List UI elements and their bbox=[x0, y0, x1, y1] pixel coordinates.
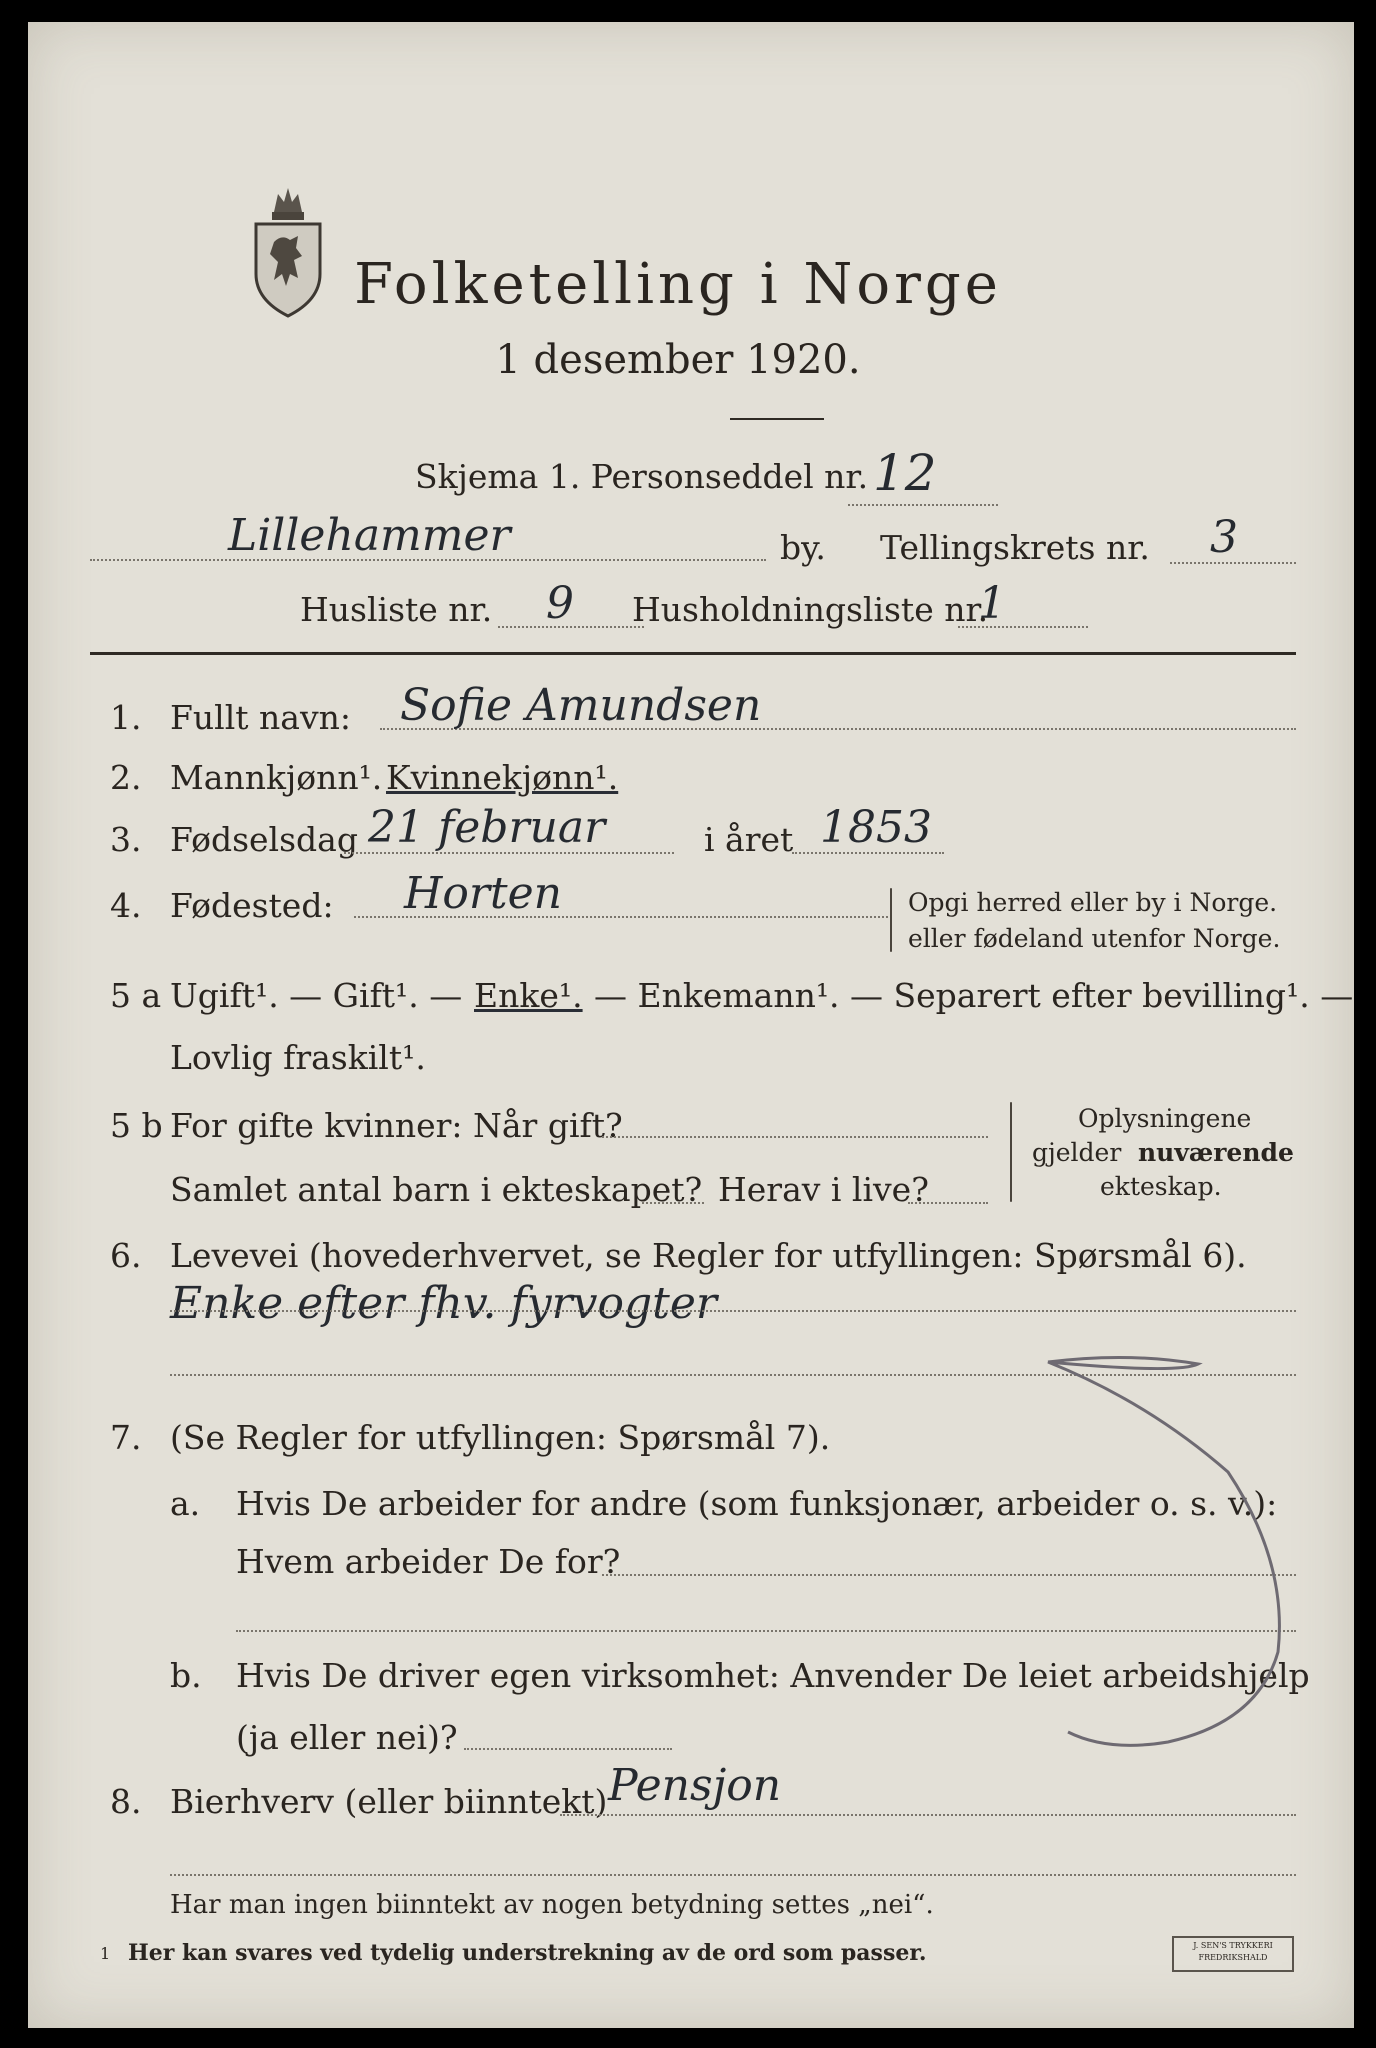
by-label: by. bbox=[780, 528, 826, 567]
q5b-alive: Herav i live? bbox=[718, 1170, 929, 1209]
q5b-bracket bbox=[1010, 1102, 1012, 1202]
husliste-number: 9 bbox=[546, 578, 574, 629]
q5b-line-2b bbox=[908, 1202, 988, 1204]
q5b-line-2a bbox=[642, 1202, 704, 1204]
q7-label: (Se Regler for utfyllingen: Spørsmål 7). bbox=[170, 1418, 831, 1457]
pencil-mark-icon bbox=[868, 1322, 1328, 1782]
q8-line-2 bbox=[170, 1874, 1296, 1876]
q8-label: Bierhverv (eller biinntekt) bbox=[170, 1782, 608, 1821]
city-handwritten: Lillehammer bbox=[228, 510, 511, 561]
footer-note: Har man ingen biinntekt av nogen betydning settes „nei“. bbox=[170, 1890, 934, 1920]
q1-label: Fullt navn: bbox=[170, 698, 351, 737]
q4-note-2: eller fødeland utenfor Norge. bbox=[908, 924, 1281, 953]
q5b-married-when: For gifte kvinner: Når gift? bbox=[170, 1106, 623, 1145]
q7-number: 7. bbox=[110, 1418, 142, 1457]
q6-number: 6. bbox=[110, 1236, 142, 1275]
birth-day-value: 21 februar bbox=[368, 802, 606, 853]
census-form bbox=[28, 22, 1354, 2028]
title-divider bbox=[730, 418, 824, 420]
form-title: Folketelling i Norge bbox=[354, 252, 1002, 317]
q5b-note-2a: gjelder bbox=[1032, 1138, 1122, 1167]
q3-number: 3. bbox=[110, 820, 142, 859]
header-divider bbox=[90, 652, 1296, 655]
husholdningsliste-label: Husholdningsliste nr. bbox=[632, 590, 989, 629]
footnote-text: Her kan svares ved tydelig understrekning av de ord som passer. bbox=[128, 1940, 927, 1966]
husholdningsliste-number: 1 bbox=[978, 578, 1006, 629]
q5b-note-2b: nuværende bbox=[1138, 1138, 1294, 1167]
q4-label: Fødested: bbox=[170, 886, 334, 925]
q5a-number: 5 a bbox=[110, 976, 162, 1015]
q6-label: Levevei (hovederhvervet, se Regler for utfyllingen: Spørsmål 6). bbox=[170, 1236, 1247, 1275]
birth-year-value: 1853 bbox=[820, 802, 932, 853]
q7b-line-2: (ja eller nei)? bbox=[236, 1718, 458, 1757]
husliste-label: Husliste nr. bbox=[300, 590, 493, 629]
q4-note-1: Opgi herred eller by i Norge. bbox=[908, 888, 1278, 917]
q5b-note-1: Oplysningene bbox=[1078, 1104, 1252, 1133]
q5a-enke: Enke¹. bbox=[474, 976, 583, 1015]
q7a-line-2: Hvem arbeider De for? bbox=[236, 1542, 621, 1581]
q5a-ugift-gift: Ugift¹. — Gift¹. — bbox=[170, 976, 463, 1015]
q7b-letter: b. bbox=[170, 1656, 202, 1695]
skjema-line bbox=[848, 504, 998, 506]
q4-bracket bbox=[890, 888, 892, 952]
q7a-letter: a. bbox=[170, 1484, 201, 1523]
q3-year-label: i året bbox=[704, 820, 794, 859]
q2-female: Kvinnekjønn¹. bbox=[386, 758, 619, 797]
q5b-number: 5 b bbox=[110, 1106, 163, 1145]
printer-line-2: FREDRIKSHALD bbox=[1198, 1953, 1268, 1962]
coat-of-arms-icon bbox=[252, 182, 324, 318]
q5a-fraskilt: Lovlig fraskilt¹. bbox=[170, 1038, 426, 1077]
q1-number: 1. bbox=[110, 698, 142, 737]
q5b-line-1 bbox=[602, 1136, 988, 1138]
q7b-line bbox=[464, 1748, 672, 1750]
skjema-label: Skjema 1. Personseddel nr. bbox=[415, 457, 869, 496]
q8-number: 8. bbox=[110, 1782, 142, 1821]
side-income-value: Pensjon bbox=[608, 1760, 782, 1811]
q5b-note-3: ekteskap. bbox=[1100, 1172, 1222, 1201]
personseddel-number: 12 bbox=[873, 444, 937, 502]
printer-stamp bbox=[1172, 1936, 1294, 1972]
tellingskrets-number: 3 bbox=[1210, 512, 1238, 563]
q7a-line-1: Hvis De arbeider for andre (som funksjonær, arbeider o. s. v.): bbox=[236, 1484, 1278, 1523]
tellingskrets-label: Tellingskrets nr. bbox=[880, 528, 1150, 567]
full-name-value: Sofie Amundsen bbox=[400, 680, 762, 731]
printer-line-1: J. SEN'S TRYKKERI bbox=[1193, 1941, 1273, 1950]
q4-number: 4. bbox=[110, 886, 142, 925]
birthplace-value: Horten bbox=[404, 868, 562, 919]
footnote-mark: 1 bbox=[100, 1944, 111, 1963]
q5b-children: Samlet antal barn i ekteskapet? bbox=[170, 1170, 703, 1209]
q8-line bbox=[560, 1814, 1296, 1816]
q3-label: Fødselsdag bbox=[170, 820, 358, 859]
q6-line-1 bbox=[170, 1310, 1296, 1312]
form-date: 1 desember 1920. bbox=[495, 337, 861, 383]
q7b-line-1: Hvis De driver egen virksomhet: Anvender De leiet arbeidshjelp bbox=[236, 1656, 1310, 1695]
q2-number: 2. bbox=[110, 758, 142, 797]
q5a-other-options: — Enkemann¹. — Separert efter bevilling¹. — bbox=[594, 976, 1354, 1015]
occupation-value: Enke efter fhv. fyrvogter bbox=[170, 1278, 717, 1329]
q2-male: Mannkjønn¹. bbox=[170, 758, 383, 797]
